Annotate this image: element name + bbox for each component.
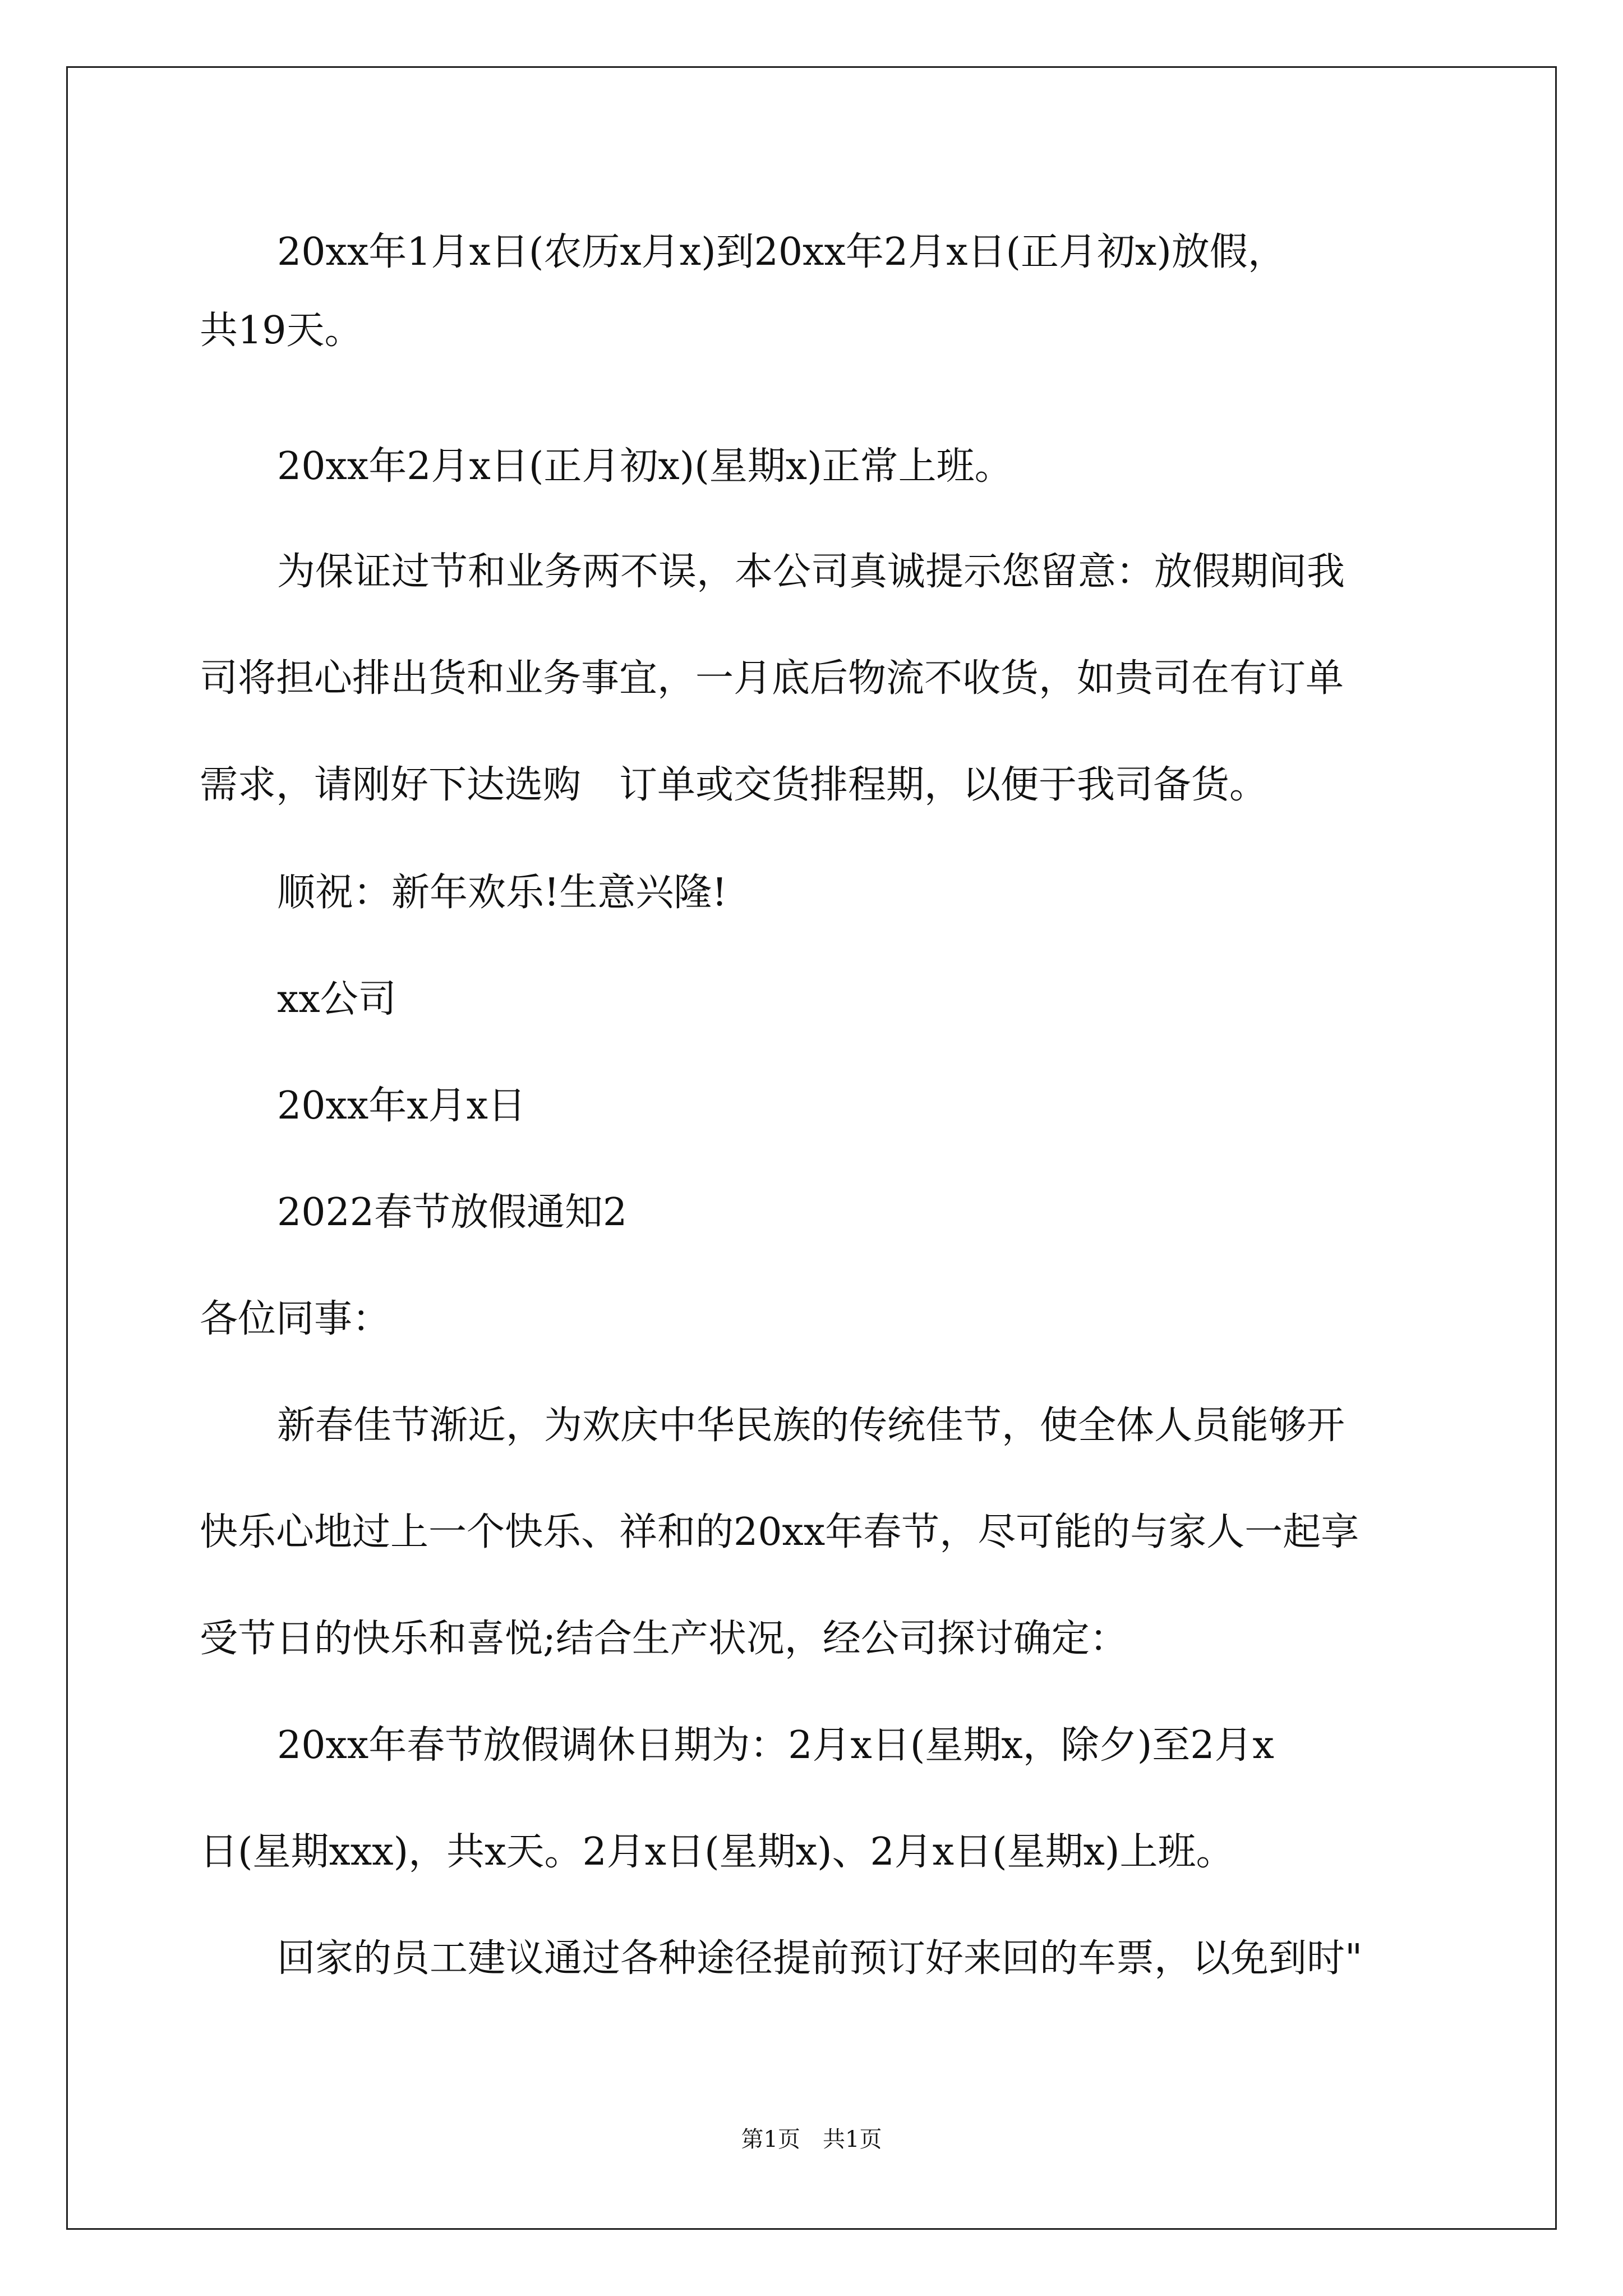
text-line-4: 为保证过节和业务两不误，本公司真诚提示您留意：放假期间我 [277,550,1345,594]
text-line-3: 20xx年2月x日(正月初x)(星期x)正常上班。 [277,444,1013,489]
text-line-1: 20xx年1月x日(农历x月x)到20xx年2月x日(正月初x)放假， [277,230,1286,274]
page-border [66,66,1557,2230]
text-line-2: 共19天。 [200,309,363,353]
text-line-17: 回家的员工建议通过各种途径提前预订好来回的车票，以免到时" [277,1936,1363,1981]
text-line-6: 需求，请刚好下达选购 订单或交货排程期，以便于我司备货。 [200,763,1268,807]
text-line-5: 司将担心排出货和业务事宜，一月底后物流不收货，如贵司在有订单 [200,656,1344,701]
text-line-15: 20xx年春节放假调休日期为：2月x日(星期x，除夕)至2月x [277,1723,1274,1768]
text-line-8: xx公司 [277,977,396,1022]
text-line-14: 受节日的快乐和喜悦;结合生产状况，经公司探讨确定： [200,1617,1128,1661]
text-line-13: 快乐心地过上一个快乐、祥和的20xx年春节，尽可能的与家人一起享 [200,1510,1359,1554]
page-number: 第1页 共1页 [741,2127,882,2152]
text-line-11: 各位同事： [200,1297,391,1341]
section-title: 2022春节放假通知2 [277,1190,628,1235]
text-line-7: 顺祝：新年欢乐!生意兴隆! [277,871,727,915]
text-line-12: 新春佳节渐近，为欢庆中华民族的传统佳节，使全体人员能够开 [277,1404,1345,1448]
text-line-16: 日(星期xxx)，共x天。2月x日(星期x)、2月x日(星期x)上班。 [200,1830,1234,1874]
text-line-9: 20xx年x月x日 [277,1084,526,1128]
